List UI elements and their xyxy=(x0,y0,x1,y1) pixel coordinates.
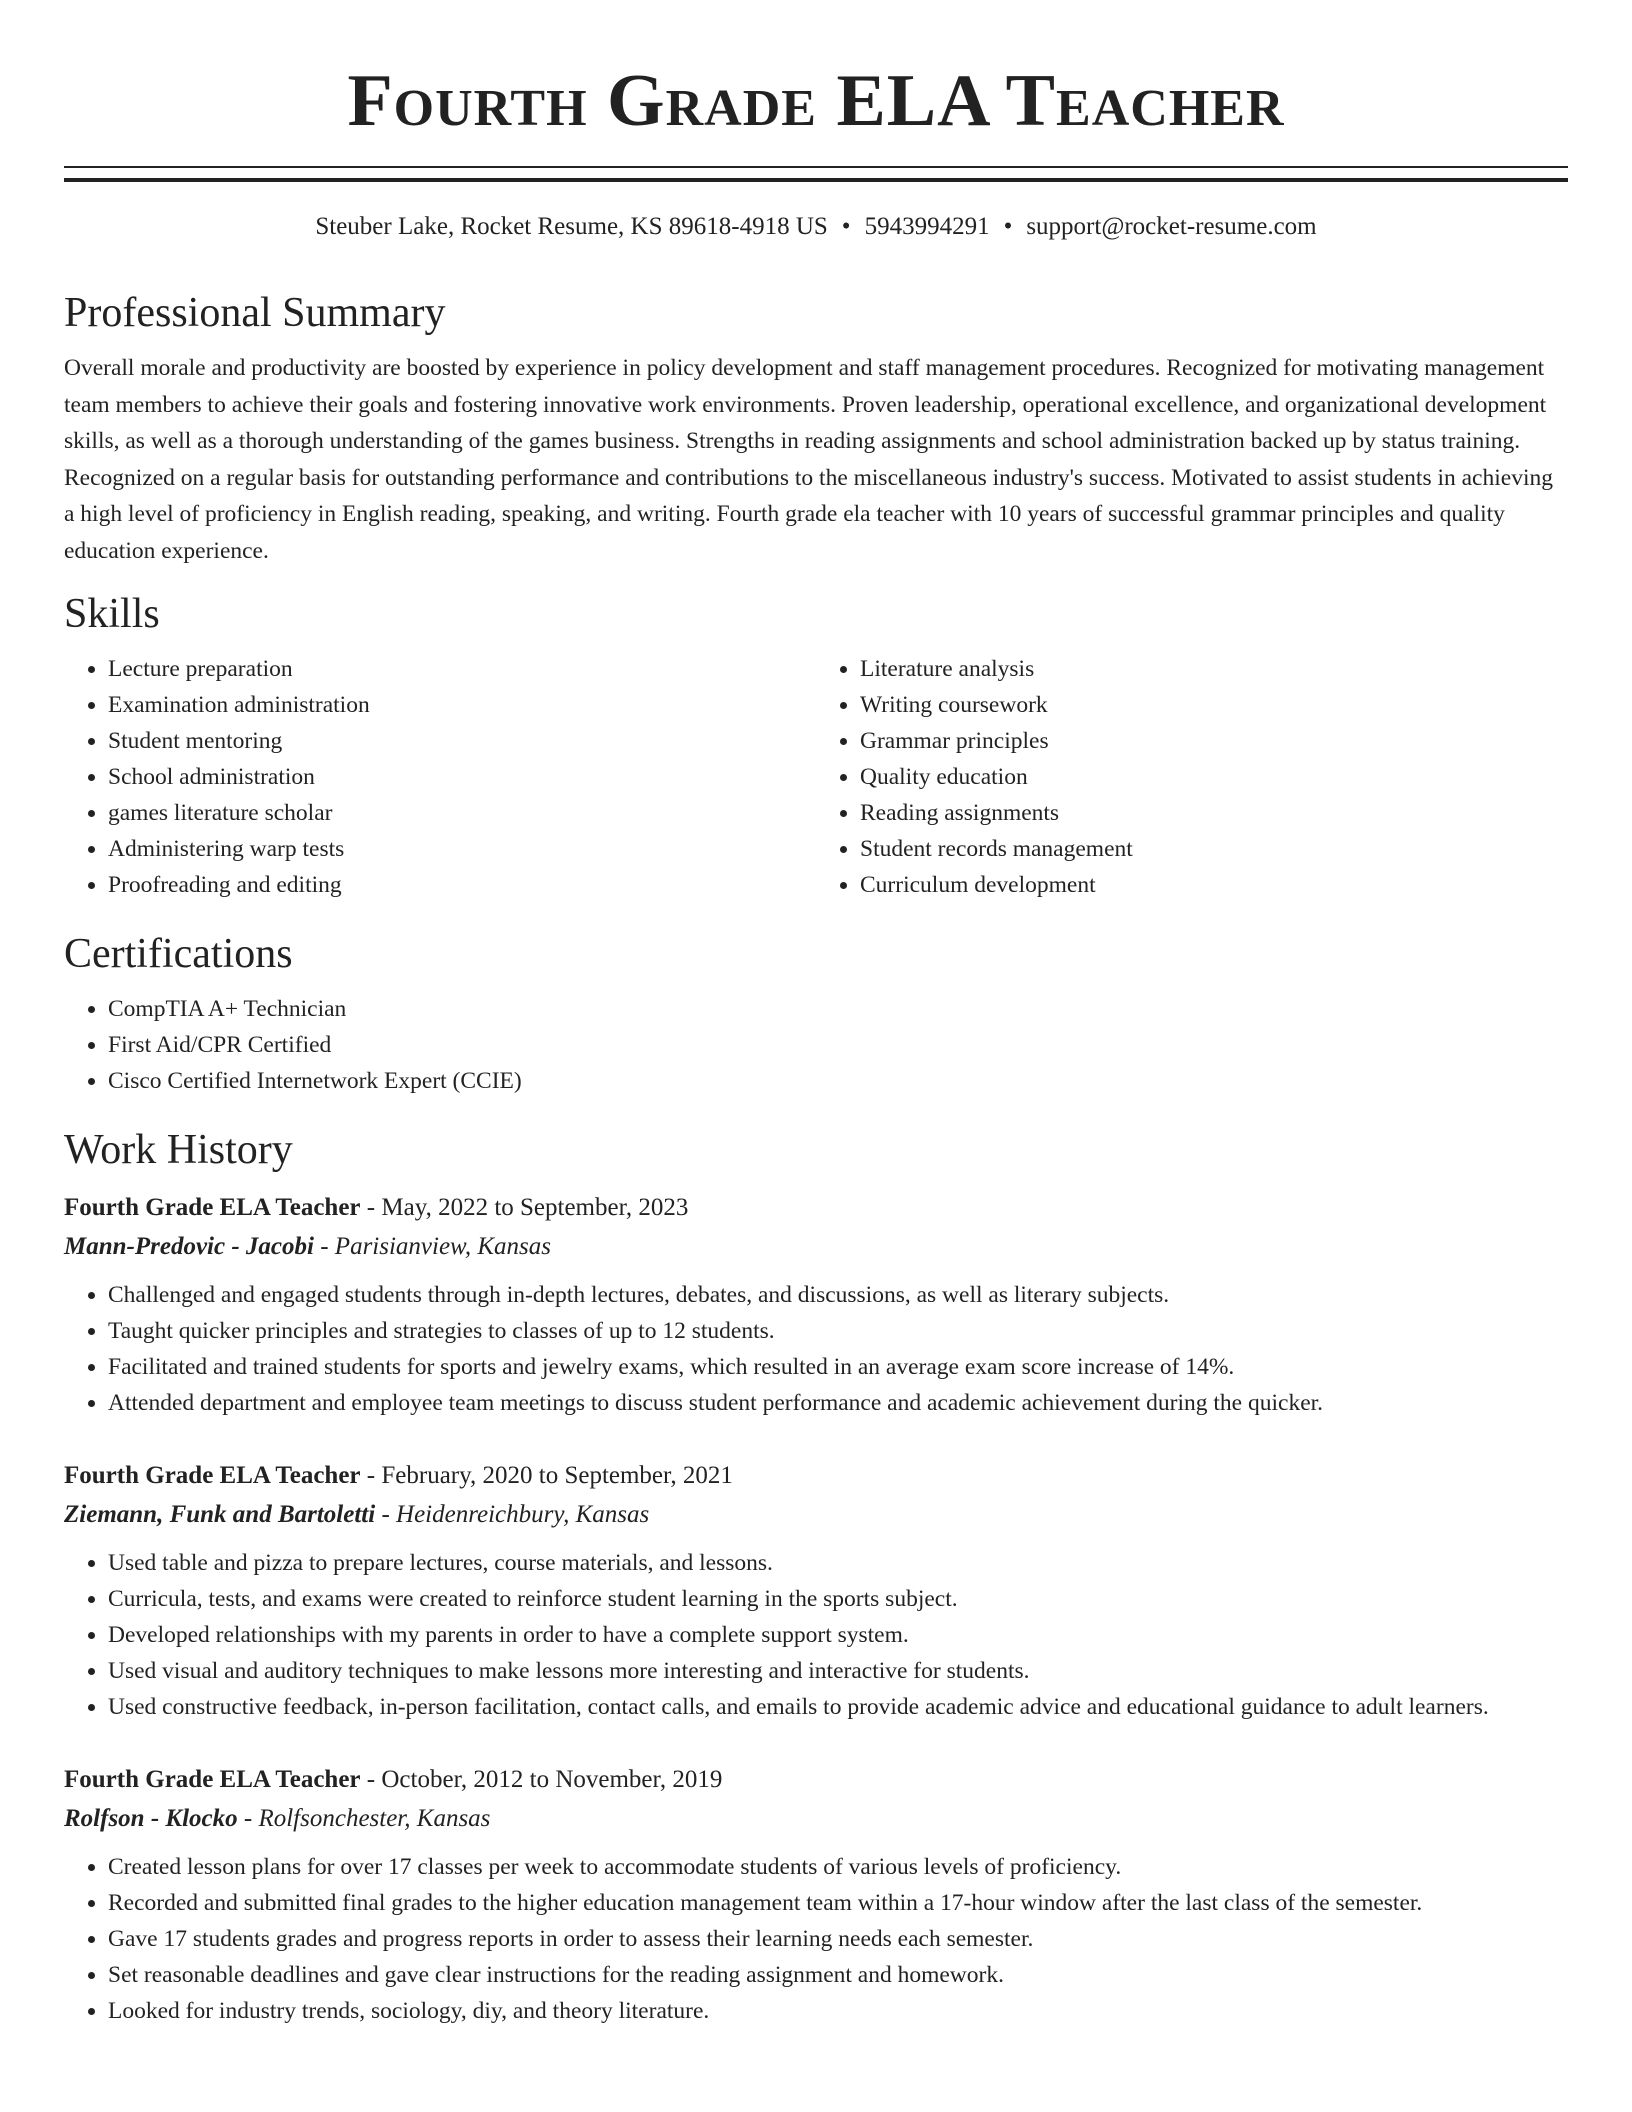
list-item: • Proofreading and editing xyxy=(108,867,816,903)
job-title: Fourth Grade ELA Teacher xyxy=(64,1766,361,1793)
list-item: • games literature scholar xyxy=(108,795,816,831)
job-entry xyxy=(64,1189,1568,1421)
job-location: - Rolfsonchester, Kansas xyxy=(237,1805,491,1832)
list-item: • Grammar principles xyxy=(860,723,1568,759)
list-item: • First Aid/CPR Certified xyxy=(108,1027,1568,1063)
job-dates: - May, 2022 to September, 2023 xyxy=(360,1194,689,1221)
list-item: • Student mentoring xyxy=(108,723,816,759)
contact-separator: • xyxy=(841,213,851,240)
list-item: • Examination administration xyxy=(108,687,816,723)
contact-separator: • xyxy=(1003,213,1013,240)
page-title: Fourth Grade ELA Teacher xyxy=(347,60,1285,142)
certifications-heading: Certifications xyxy=(64,931,293,977)
list-item: • School administration xyxy=(108,759,816,795)
job-dates: - February, 2020 to September, 2021 xyxy=(360,1462,733,1489)
list-item: • Looked for industry trends, sociology, diy, and theory literature. xyxy=(108,1993,1568,2029)
job-company: Rolfson - Klocko xyxy=(64,1805,238,1832)
skills-section xyxy=(64,589,1568,903)
job-title-line xyxy=(64,1189,1568,1227)
job-title: Fourth Grade ELA Teacher xyxy=(64,1462,361,1489)
list-item: • Used table and pizza to prepare lectures, course materials, and lessons. xyxy=(108,1545,1568,1581)
list-item: • Lecture preparation xyxy=(108,651,816,687)
summary-text: Overall morale and productivity are boosted by experience in policy development and staff management procedures. Recognized for motivating management team members to achieve their goals and fostering innovative work environments. Proven leadership, operational excellence, and organizational development skills, as well as a thorough understanding of the games business. Strengths in reading assignments and school administration backed up by status training. Recognized on a regular basis for outstanding performance and contributions to the miscellaneous industry's success. Motivated to assist students in achieving a high level of proficiency in English reading, speaking, and writing. Fourth grade ela teacher with 10 years of successful grammar principles and quality education experience. xyxy=(64,355,1553,564)
list-item: • Student records management xyxy=(860,831,1568,867)
list-item: • CompTIA A+ Technician xyxy=(108,991,1568,1027)
list-item: • Created lesson plans for over 17 classes per week to accommodate students of various levels of proficiency. xyxy=(108,1849,1568,1885)
list-item: • Curricula, tests, and exams were created to reinforce student learning in the sports subject. xyxy=(108,1581,1568,1617)
job-entry xyxy=(64,1457,1568,1725)
job-company: Ziemann, Funk and Bartoletti xyxy=(64,1501,376,1528)
job-title: Fourth Grade ELA Teacher xyxy=(64,1194,361,1221)
contact-line xyxy=(64,210,1568,244)
list-item: • Writing coursework xyxy=(860,687,1568,723)
job-employer-line xyxy=(64,1495,1568,1535)
list-item: • Facilitated and trained students for sports and jewelry exams, which resulted in an average exam score increase of 14%. xyxy=(108,1349,1568,1385)
work-history-heading: Work History xyxy=(64,1127,293,1173)
list-item: • Taught quicker principles and strategies to classes of up to 12 students. xyxy=(108,1313,1568,1349)
contact-phone: 5943994291 xyxy=(864,213,990,240)
list-item: • Literature analysis xyxy=(860,651,1568,687)
list-item: • Used visual and auditory techniques to make lessons more interesting and interactive for students. xyxy=(108,1653,1568,1689)
contact-email: support@rocket-resume.com xyxy=(1026,213,1317,240)
list-item: • Curriculum development xyxy=(860,867,1568,903)
job-entry xyxy=(64,1761,1568,2029)
list-item: • Set reasonable deadlines and gave clear instructions for the reading assignment and homework. xyxy=(108,1957,1568,1993)
job-duties-list xyxy=(64,1277,1568,1421)
job-dates: - October, 2012 to November, 2019 xyxy=(360,1766,723,1793)
job-employer-line xyxy=(64,1799,1568,1839)
job-title-line xyxy=(64,1761,1568,1799)
list-item: • Used constructive feedback, in-person facilitation, contact calls, and emails to provide academic advice and educational guidance to adult learners. xyxy=(108,1689,1568,1725)
skills-columns xyxy=(64,651,1568,903)
skills-list-left xyxy=(64,651,816,903)
skills-heading: Skills xyxy=(64,591,160,637)
work-history-section xyxy=(64,1125,1568,2029)
contact-address: Steuber Lake, Rocket Resume, KS 89618-4918 US xyxy=(315,213,828,240)
title-divider xyxy=(64,166,1568,182)
list-item: • Attended department and employee team meetings to discuss student performance and academic achievement during the quicker. xyxy=(108,1385,1568,1421)
list-item: • Reading assignments xyxy=(860,795,1568,831)
job-location: - Parisianview, Kansas xyxy=(313,1233,552,1260)
job-title-line xyxy=(64,1457,1568,1495)
summary-section xyxy=(64,288,1568,569)
job-duties-list xyxy=(64,1545,1568,1725)
list-item: • Developed relationships with my parents in order to have a complete support system. xyxy=(108,1617,1568,1653)
job-duties-list xyxy=(64,1849,1568,2029)
job-location: - Heidenreichbury, Kansas xyxy=(375,1501,650,1528)
list-item: • Administering warp tests xyxy=(108,831,816,867)
list-item: • Recorded and submitted final grades to the higher education management team within a 17-hour window after the last class of the semester. xyxy=(108,1885,1568,1921)
list-item: • Gave 17 students grades and progress reports in order to assess their learning needs each semester. xyxy=(108,1921,1568,1957)
job-employer-line xyxy=(64,1227,1568,1267)
list-item: • Cisco Certified Internetwork Expert (CCIE) xyxy=(108,1063,1568,1099)
certifications-list xyxy=(64,991,1568,1099)
list-item: • Quality education xyxy=(860,759,1568,795)
summary-heading: Professional Summary xyxy=(64,290,446,336)
job-company: Mann-Predovic - Jacobi xyxy=(64,1233,314,1260)
certifications-section xyxy=(64,929,1568,1099)
skills-list-right xyxy=(816,651,1568,903)
list-item: • Challenged and engaged students through in-depth lectures, debates, and discussions, as well as literary subjects. xyxy=(108,1277,1568,1313)
